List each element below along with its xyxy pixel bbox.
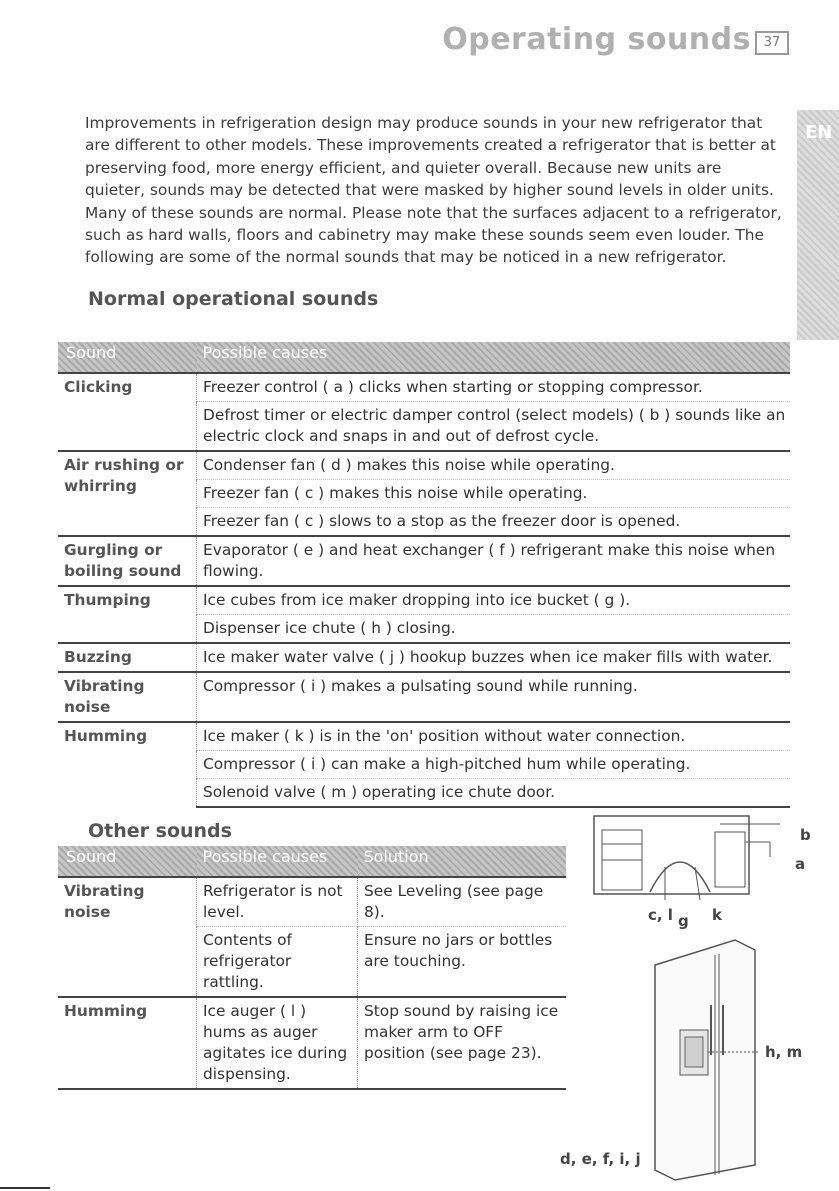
possible-cause: Freezer fan ( c ) makes this noise while operating.	[197, 480, 791, 508]
possible-cause: Contents of refrigerator rattling.	[197, 927, 358, 998]
label-c-l: c, l	[648, 906, 673, 924]
possible-cause: Ice maker water valve ( j ) hookup buzzes when ice maker fills with water.	[197, 643, 791, 672]
table-row	[58, 586, 790, 615]
table-header	[58, 846, 566, 877]
label-d-e-f-i-j: d, e, f, i, j	[560, 1150, 641, 1168]
possible-cause: Ice maker ( k ) is in the 'on' position without water connection.	[197, 722, 791, 751]
label-h-m: h, m	[765, 1043, 803, 1061]
header-possible-causes: Possible causes	[197, 846, 358, 877]
possible-cause: Dispenser ice chute ( h ) closing.	[197, 615, 791, 644]
solution: Ensure no jars or bottles are touching.	[358, 927, 567, 998]
table-row	[58, 672, 790, 722]
page-number: 37	[755, 31, 789, 55]
possible-cause: Defrost timer or electric damper control (select models) ( b ) sounds like an electric clock and snaps in and out of defrost cycle.	[197, 402, 791, 452]
table-row	[58, 373, 790, 402]
possible-cause: Freezer fan ( c ) slows to a stop as the freezer door is opened.	[197, 508, 791, 537]
language-tab	[797, 110, 839, 340]
table-row	[58, 536, 790, 586]
table-row	[58, 722, 790, 751]
other-sounds-heading: Other sounds	[88, 820, 232, 842]
sound-name: Clicking	[58, 373, 197, 451]
table-row	[58, 997, 566, 1089]
header-sound: Sound	[58, 846, 197, 877]
possible-cause: Condenser fan ( d ) makes this noise while operating.	[197, 451, 791, 480]
sound-name: Vibrating noise	[58, 877, 197, 997]
sound-name: Thumping	[58, 586, 197, 643]
table-header	[58, 342, 790, 373]
possible-cause: Compressor ( i ) makes a pulsating sound while running.	[197, 672, 791, 722]
possible-cause: Ice cubes from ice maker dropping into ice bucket ( g ).	[197, 586, 791, 615]
normal-sounds-heading: Normal operational sounds	[88, 288, 379, 310]
possible-cause: Solenoid valve ( m ) operating ice chute door.	[197, 779, 791, 808]
label-b: b	[800, 826, 811, 844]
possible-cause: Ice auger ( l ) hums as auger agitates ice during dispensing.	[197, 997, 358, 1089]
table-row	[58, 451, 790, 480]
header-possible-causes: Possible causes	[197, 342, 791, 373]
label-k: k	[712, 906, 722, 924]
possible-cause: Evaporator ( e ) and heat exchanger ( f ) refrigerant make this noise when flowing.	[197, 536, 791, 586]
other-sounds-table	[58, 846, 566, 1090]
possible-cause: Compressor ( i ) can make a high-pitched hum while operating.	[197, 751, 791, 779]
page-title: Operating sounds	[442, 22, 751, 57]
refrigerator-exterior-diagram	[625, 935, 765, 1185]
sound-name: Humming	[58, 722, 197, 807]
footer-rule	[0, 1187, 50, 1189]
normal-sounds-table	[58, 342, 790, 808]
sound-name: Buzzing	[58, 643, 197, 672]
language-label: EN	[805, 122, 833, 143]
sound-name: Vibrating noise	[58, 672, 197, 722]
refrigerator-interior-diagram	[590, 812, 790, 902]
label-g: g	[678, 912, 689, 930]
table-row	[58, 643, 790, 672]
possible-cause: Refrigerator is not level.	[197, 877, 358, 927]
table-row	[58, 877, 566, 927]
sound-name: Humming	[58, 997, 197, 1089]
label-a: a	[795, 855, 806, 873]
solution: Stop sound by raising ice maker arm to OFF position (see page 23).	[358, 997, 567, 1089]
sound-name: Gurgling or boiling sound	[58, 536, 197, 586]
possible-cause: Freezer control ( a ) clicks when starting or stopping compressor.	[197, 373, 791, 402]
intro-paragraph: Improvements in refrigeration design may produce sounds in your new refrigerator that are different to other models. These improvements created a refrigerator that is better at preserving food, more energy efficient, and quieter overall. Because new units are quieter, sounds may be detected that were masked by higher sound levels in older units. Many of these sounds are normal. Please note that the surfaces adjacent to a refrigerator, such as hard walls, floors and cabinetry may make these sounds seem even louder. The following are some of the normal sounds that may be noticed in a new refrigerator.	[85, 114, 782, 267]
header-sound: Sound	[58, 342, 197, 373]
header-solution: Solution	[358, 846, 567, 877]
solution: See Leveling (see page 8).	[358, 877, 567, 927]
sound-name: Air rushing or whirring	[58, 451, 197, 536]
